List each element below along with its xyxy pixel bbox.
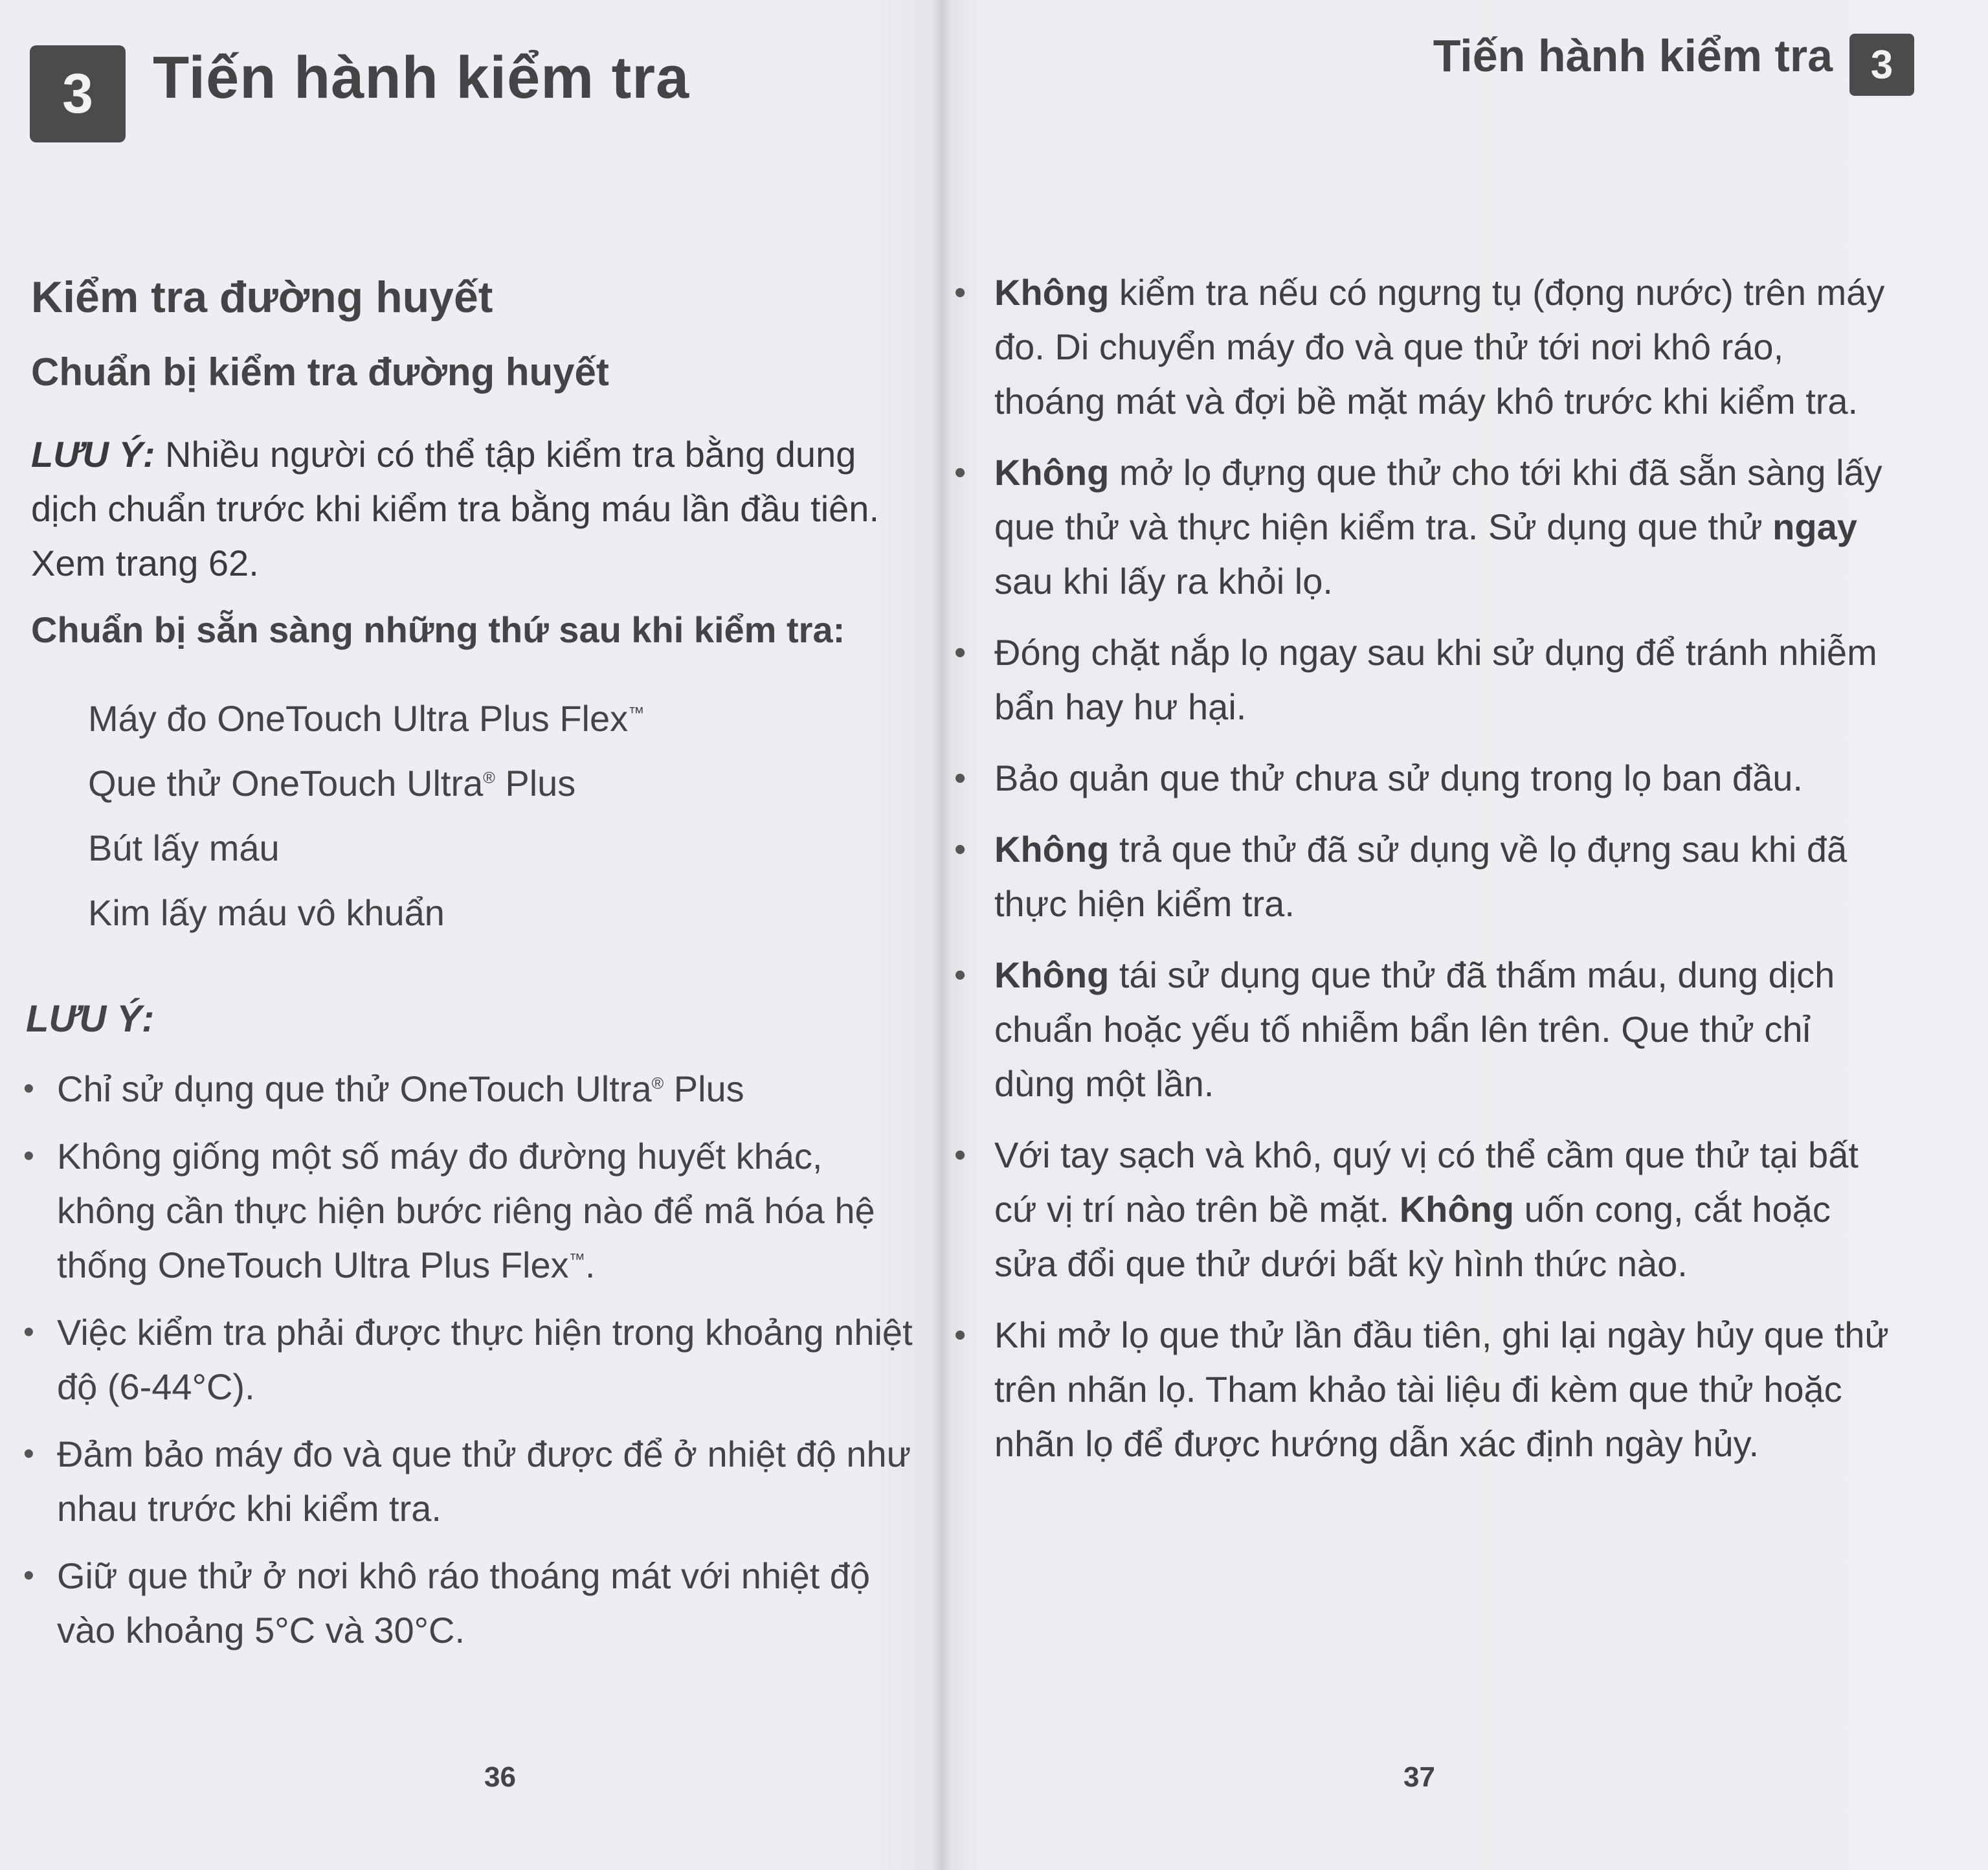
list-item: • Chỉ sử dụng que thử OneTouch Ultra® Plus (23, 1062, 930, 1116)
chapter-number: 3 (1870, 42, 1893, 87)
list-item: • Không trả que thử đã sử dụng về lọ đựng sau khi đã thực hiện kiểm tra. (950, 822, 1895, 931)
page-number-left: 36 (484, 1761, 516, 1793)
list-item: • Giữ que thử ở nơi khô ráo thoáng mát với nhiệt độ vào khoảng 5°C và 30°C. (23, 1549, 930, 1658)
list-item: • Với tay sạch và khô, quý vị có thể cầm que thử tại bất cứ vị trí nào trên bề mặt. Không uốn cong, cắt hoặc sửa đổi que thử dưới bất kỳ hình thức nào. (950, 1128, 1895, 1291)
left-bullet-list (23, 1062, 930, 1671)
list-item: • Không tái sử dụng que thử đã thấm máu, dung dịch chuẩn hoặc yếu tố nhiễm bẩn lên trên. Que thử chỉ dùng một lần. (950, 948, 1895, 1111)
list-item: Bút lấy máu (88, 828, 280, 868)
running-header-title: Tiến hành kiểm tra (1433, 30, 1833, 81)
chapter-number: 3 (62, 62, 93, 125)
note-label-2: LƯU Ý: (26, 998, 155, 1040)
left-page (0, 0, 939, 1870)
list-item: • Bảo quản que thử chưa sử dụng trong lọ ban đầu. (950, 751, 1895, 805)
supplies-list (88, 686, 644, 945)
section-subheading: Chuẩn bị kiểm tra đường huyết (31, 350, 609, 394)
note-text: Nhiều người có thể tập kiểm tra bằng dung dịch chuẩn trước khi kiểm tra bằng máu lần đầu tiên. Xem trang 62. (31, 434, 880, 583)
list-item: • Không mở lọ đựng que thử cho tới khi đã sẵn sàng lấy que thử và thực hiện kiểm tra. Sử dụng que thử ngay sau khi lấy ra khỏi lọ. (950, 445, 1895, 609)
note-label: LƯU Ý: (31, 434, 155, 475)
list-item: Máy đo OneTouch Ultra Plus Flex™ (88, 698, 645, 739)
section-heading: Kiểm tra đường huyết (31, 273, 493, 322)
chapter-number-badge-right (1849, 34, 1914, 96)
list-item: • Đảm bảo máy đo và que thử được để ở nhiệt độ như nhau trước khi kiểm tra. (23, 1427, 930, 1536)
list-item: • Khi mở lọ que thử lần đầu tiên, ghi lại ngày hủy que thử trên nhãn lọ. Tham khảo tài liệu đi kèm que thử hoặc nhãn lọ để được hướng dẫn xác định ngày hủy. (950, 1308, 1895, 1471)
chapter-number-badge (30, 45, 126, 142)
list-item: • Không giống một số máy đo đường huyết khác, không cần thực hiện bước riêng nào để mã hóa hệ thống OneTouch Ultra Plus Flex™. (23, 1129, 930, 1292)
right-bullet-list (950, 265, 1895, 1488)
list-item: Que thử OneTouch Ultra® Plus (88, 763, 576, 804)
book-gutter (932, 0, 952, 1870)
list-item: • Việc kiểm tra phải được thực hiện trong khoảng nhiệt độ (6-44°C). (23, 1305, 930, 1414)
list-item: • Đóng chặt nắp lọ ngay sau khi sử dụng để tránh nhiễm bẩn hay hư hại. (950, 625, 1895, 734)
page-number-right: 37 (1403, 1761, 1435, 1793)
note-paragraph (31, 427, 924, 591)
prep-heading: Chuẩn bị sẵn sàng những thứ sau khi kiểm tra: (31, 609, 845, 650)
list-item: Kim lấy máu vô khuẩn (88, 892, 445, 933)
list-item: • Không kiểm tra nếu có ngưng tụ (đọng nước) trên máy đo. Di chuyển máy đo và que thử tới nơi khô ráo, thoáng mát và đợi bề mặt máy khô trước khi kiểm tra. (950, 265, 1895, 429)
chapter-title: Tiến hành kiểm tra (153, 45, 690, 111)
